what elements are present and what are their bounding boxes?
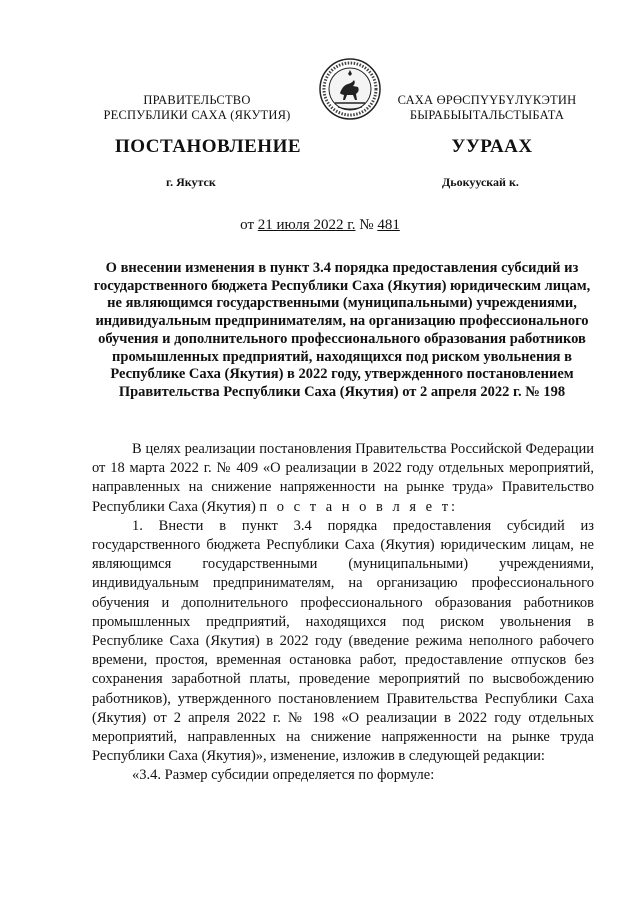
item-2-paragraph: «3.4. Размер субсидии определяется по формуле: — [132, 767, 435, 784]
decree-date-number — [0, 217, 640, 234]
document-type-ru: ПОСТАНОВЛЕНИЕ — [115, 136, 302, 157]
document-title: О внесении изменения в пункт 3.4 порядка предоставления субсидий из государственного бюджета Республики Саха (Якутия) юридическим лицам, не являющимся государственными (муниципальными) учреждениями, индивидуальным предпринимателям, на организацию профессионального обучения и дополнительного профессионального образования работников промышленных предприятий, находящихся под риском увольнения в Республике Саха (Якутия) в 2022 году, утвержденного постановлением Правительства Республики Саха (Якутия) от 2 апреля 2022 г. № 198 — [93, 260, 591, 400]
document-body — [92, 440, 594, 786]
decree-date: 21 июля 2022 г. — [257, 217, 356, 233]
government-header-sakha — [382, 93, 592, 123]
intro-paragraph — [92, 440, 594, 517]
header-right-line1: САХА ӨРӨСПҮҮБҮЛҮКЭТИН — [397, 93, 577, 107]
header-right-line2: БЫРАБЫЫТАЛЬСТЫБАТА — [409, 108, 565, 122]
decree-number-sign: № — [359, 217, 374, 233]
decree-number: 481 — [377, 217, 400, 233]
decides-word: п о с т а н о в л я е т: — [259, 498, 459, 515]
government-header-ru — [92, 93, 302, 123]
intro-text: В целях реализации постановления Правительства Российской Федерации от 18 марта 2022 г. № 409 «О реализации в 2022 году отдельных мероприятий, направленных на снижение напряженности на рынке труда» Правительство Республики Саха (Якутия) — [92, 441, 594, 515]
decree-prefix: от — [240, 217, 255, 233]
city-sakha: Дьокуускай к. — [442, 175, 519, 189]
item-1-paragraph: 1. Внести в пункт 3.4 порядка предоставления субсидий из государственного бюджета Республики Саха (Якутия) юридическим лицам, не являющимся государственными (муниципальными) учреждениями, индивидуальным предпринимателям, на организацию профессионального обучения и дополнительного профессионального образования работников промышленных предприятий, находящихся под риском увольнения в Республике Саха (Якутия) в 2022 году (введение режима неполного рабочего времени, простоя, временная остановка работ, предоставление отпусков без сохранения заработной платы, проведение мероприятий по высвобождению работников), утвержденного постановлением Правительства Республики Саха (Якутия) от 2 апреля 2022 г. № 198 «О реализации в 2022 году отдельных мероприятий, направленных на снижение напряженности на рынке труда Республики Саха (Якутия)», изменение, изложив в следующей редакции: — [92, 517, 594, 765]
header-left-line2: РЕСПУБЛИКИ САХА (ЯКУТИЯ) — [103, 108, 291, 122]
document-type-sakha: УУРААХ — [451, 136, 533, 157]
city-ru: г. Якутск — [166, 175, 216, 189]
header-left-line1: ПРАВИТЕЛЬСТВО — [143, 93, 251, 107]
coat-of-arms-emblem — [318, 57, 382, 121]
